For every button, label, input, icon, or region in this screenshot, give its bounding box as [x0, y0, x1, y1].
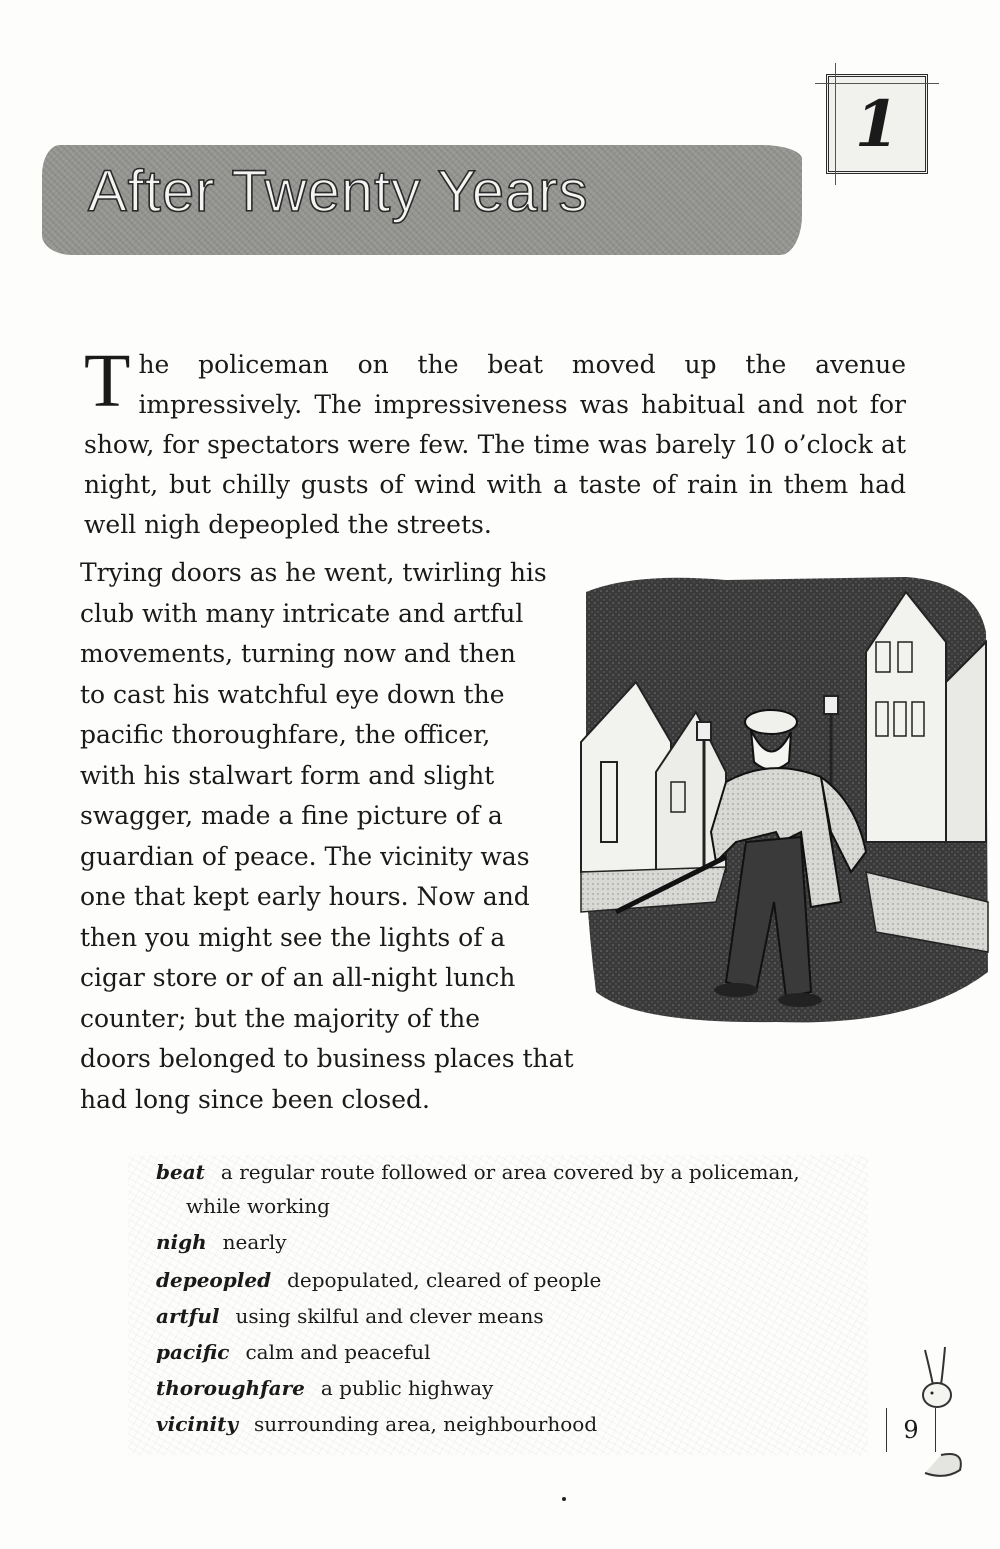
paragraph-2-line: counter; but the majority of the — [80, 1003, 481, 1033]
glossary-entry — [156, 1299, 544, 1333]
glossary-term: thoroughfare — [156, 1376, 305, 1400]
page-number: 9 — [886, 1408, 936, 1452]
glossary-entry — [156, 1225, 287, 1259]
glossary-term: vicinity — [156, 1412, 238, 1436]
glossary-definition: a regular route followed or area covered by a policeman, — [220, 1160, 800, 1184]
glossary-definition: a public highway — [320, 1376, 494, 1400]
paragraph-2-line: one that kept early hours. Now and — [80, 882, 530, 911]
glossary-definition: depopulated, cleared of people — [287, 1268, 602, 1292]
chapter-title: After Twenty Years — [88, 159, 589, 224]
paragraph-2-line: Trying doors as he went, twirling his — [80, 558, 547, 587]
glossary — [128, 1155, 868, 1455]
glossary-entry — [156, 1407, 597, 1441]
glossary-definition: calm and peaceful — [245, 1340, 431, 1364]
paragraph-1-text: he policeman on the beat moved up the avenue impressively. The impressiveness was habitual and not for show, for spectators were few. The time was barely 10 o’clock at night, but chilly gusts of wind with a taste of rain in them had well nigh depeopled the streets. — [84, 350, 906, 539]
chapter-number: 1 — [854, 86, 900, 162]
paragraph-2-line: club with many intricate and artful — [80, 598, 524, 628]
paragraph-2-line: cigar store or of an all-night lunch — [80, 963, 516, 992]
paragraph-2-line: swagger, made a fine picture of a — [80, 801, 503, 830]
paragraph-2-line: guardian of peace. The vicinity was — [80, 841, 530, 871]
paragraph-2-line: with his stalwart form and slight — [80, 760, 495, 790]
glossary-term: artful — [156, 1304, 220, 1328]
glossary-entry — [156, 1371, 493, 1405]
stray-mark — [562, 1497, 566, 1501]
glossary-definition-continuation: while working — [186, 1194, 330, 1218]
glossary-term: nigh — [156, 1230, 207, 1254]
drop-cap: T — [84, 339, 131, 423]
glossary-term: beat — [156, 1160, 205, 1184]
glossary-entry — [156, 1263, 601, 1297]
glossary-entry — [156, 1155, 800, 1189]
paragraph-2-line: doors belonged to business places that — [80, 1044, 574, 1073]
glossary-entry — [156, 1335, 431, 1369]
paragraph-1 — [84, 339, 906, 545]
paragraph-2-line: movements, turning now and then — [80, 639, 516, 668]
paragraph-2-line: had long since been closed. — [80, 1084, 430, 1114]
paragraph-2 — [80, 553, 580, 1120]
paragraph-2-line: to cast his watchful eye down the — [80, 679, 505, 709]
chapter-number-box — [826, 74, 928, 174]
glossary-definition: surrounding area, neighbourhood — [254, 1412, 598, 1436]
glossary-definition: nearly — [222, 1230, 287, 1254]
glossary-definition: using skilful and clever means — [235, 1304, 544, 1328]
policeman-street-illustration — [576, 572, 996, 1032]
paragraph-2-line: pacific thoroughfare, the officer, — [80, 720, 491, 749]
glossary-term: depeopled — [156, 1268, 272, 1292]
glossary-term: pacific — [156, 1340, 230, 1364]
paragraph-2-line: then you might see the lights of a — [80, 922, 506, 952]
